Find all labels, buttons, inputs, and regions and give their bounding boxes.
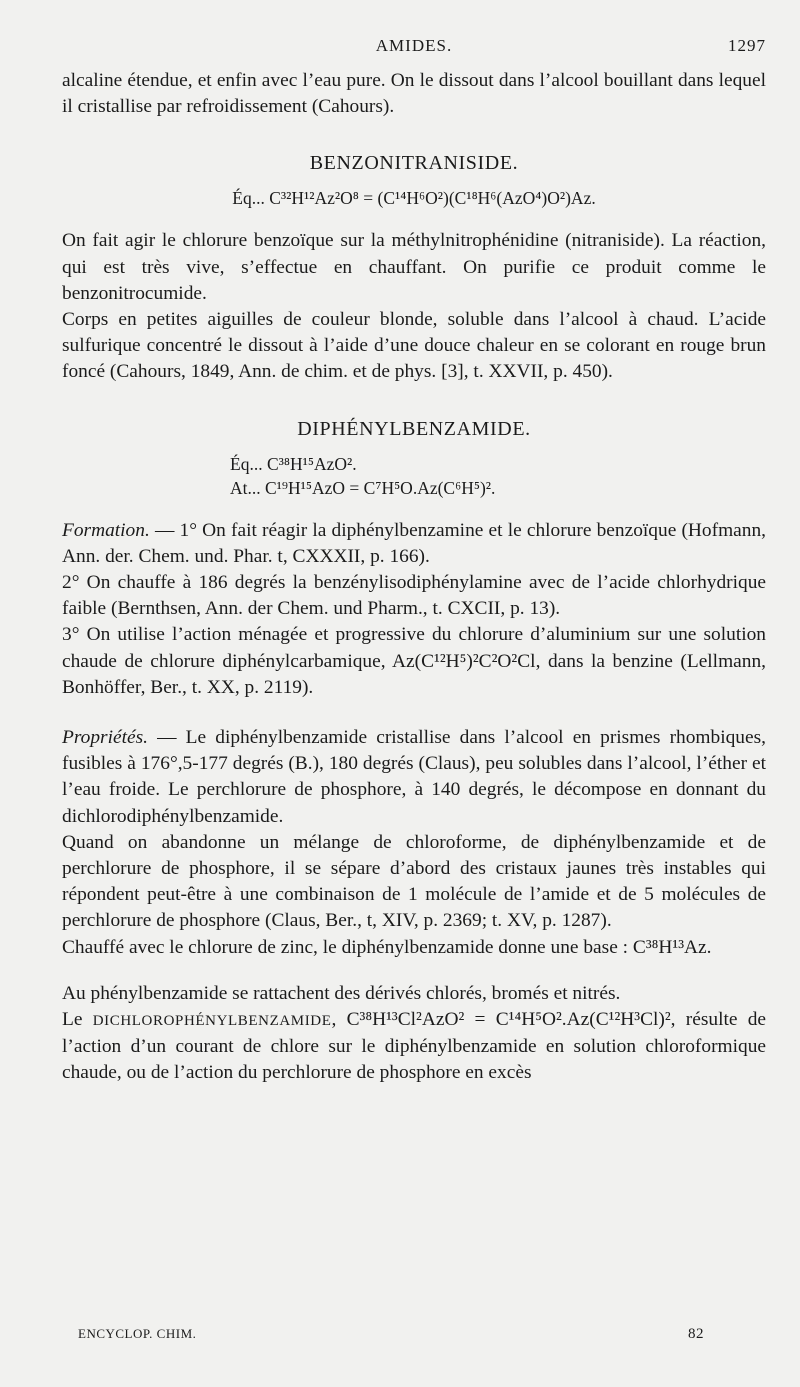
text-dichloro-prefix: Le xyxy=(62,1009,93,1031)
paragraph-dichloro xyxy=(62,1007,766,1087)
section-heading-diphenylbenzamide: DIPHÉNYLBENZAMIDE. xyxy=(297,417,531,440)
paragraph-formation-3: 3° On utilise l’action ménagée et progressive du chlorure d’aluminium sur une solution chaude de chlorure diphénylcarbamique, Az(C¹²H⁵)²C²O²Cl, dans la benzine (Lellmann, Bonhöffer, Ber., t. XX, p. 2119). xyxy=(62,624,766,698)
paragraph-benzonitraniside-prep: On fait agir le chlorure benzoïque sur la méthylnitrophénidine (nitraniside). La réaction, qui est très vive, s’effectue en chauffant. On purifie ce produit comme le benzonitrocumide. xyxy=(62,230,766,304)
footer-sheet-number: 82 xyxy=(688,1326,704,1342)
intro-paragraph: alcaline étendue, et enfin avec l’eau pure. On le dissout dans l’alcool bouillant dans lequel il cristallise par refroidissement (Cahours). xyxy=(62,70,766,118)
section-heading-benzonitraniside: BENZONITRANISIDE. xyxy=(309,152,519,175)
page-number: 1297 xyxy=(728,36,766,55)
paragraph-derives: Au phénylbenzamide se rattachent des dérivés chlorés, bromés et nitrés. xyxy=(62,982,621,1004)
paragraph-benzonitraniside-props: Corps en petites aiguilles de couleur blonde, soluble dans l’alcool à chaud. L’acide sulfurique concentré le dissout à l’aide d’une douce chaleur en se colorant en rouge brun foncé (Cahours, 1849, Ann. de chim. et de phys. [3], t. XXVII, p. 450). xyxy=(62,309,766,383)
paragraph-formation-2: 2° On chauffe à 186 degrés la benzénylisodiphénylamine avec de l’acide chlorhydrique faible (Bernthsen, Ann. der Chem. und Pharm., t. CXCII, p. 13). xyxy=(62,572,766,620)
running-title: AMIDES. xyxy=(375,36,453,55)
footer-signature: ENCYCLOP. CHIM. xyxy=(78,1326,197,1341)
running-header xyxy=(62,36,766,60)
label-proprietes: Propriétés. xyxy=(62,727,148,749)
text-formation-1: — 1° On fait réagir la diphénylbenzamine et le chlorure benzoïque (Hofmann, Ann. der. Chem. und. Phar. t, CXXXII, p. 166). xyxy=(62,519,766,567)
formula-equivalent: Éq... C³⁸H¹⁵AzO². xyxy=(230,453,357,474)
formula-atomic: At... C¹⁹H¹⁵AzO = C⁷H⁵O.Az(C⁶H⁵)². xyxy=(230,477,496,498)
text-proprietes-1: — Le diphénylbenzamide cristallise dans l’alcool en prismes rhombiques, fusibles à 176°,5-177 degrés (B.), 180 degrés (Claus), peu solubles dans l’alcool, l’éther et l’eau froide. Le perchlorure de phosphore, à 140 degrés, le décompose en donnant du dichlorodiphénylbenzamide. xyxy=(62,727,766,827)
page-body xyxy=(62,68,766,1087)
label-formation: Formation. xyxy=(62,519,150,541)
paragraph-formation-1 xyxy=(62,518,766,570)
paragraph-proprietes-2: Quand on abandonne un mélange de chloroforme, de diphénylbenzamide et de perchlorure de phosphore, il se sépare d’abord des cristaux jaunes très instables qui répondent peut-être à une combinaison de 1 molécule de l’amide et de 5 molécules de perchlorure de phosphore (Claus, Ber., t, XIV, p. 2369; t. XV, p. 1287). xyxy=(62,831,766,932)
paragraph-proprietes-1 xyxy=(62,725,766,830)
formula-benzonitraniside: Éq... C³²H¹²Az²O⁸ = (C¹⁴H⁶O²)(C¹⁸H⁶(AzO⁴)O²)Az. xyxy=(232,188,596,209)
compound-name-dichloro: DICHLOROPHÉNYLBENZAMIDE xyxy=(92,1013,332,1030)
paragraph-proprietes-3: Chauffé avec le chlorure de zinc, le diphénylbenzamide donne une base : C³⁸H¹³Az. xyxy=(62,936,712,958)
text-dichloro-rest: , C³⁸H¹³Cl²AzO² = C¹⁴H⁵O².Az(C¹²H³Cl)², résulte de l’action d’un courant de chlore sur le diphénylbenzamide en solution chloroformique chaude, ou de l’action du perchlorure de phosphore en excès xyxy=(62,1009,766,1084)
page-footer xyxy=(78,1326,704,1348)
